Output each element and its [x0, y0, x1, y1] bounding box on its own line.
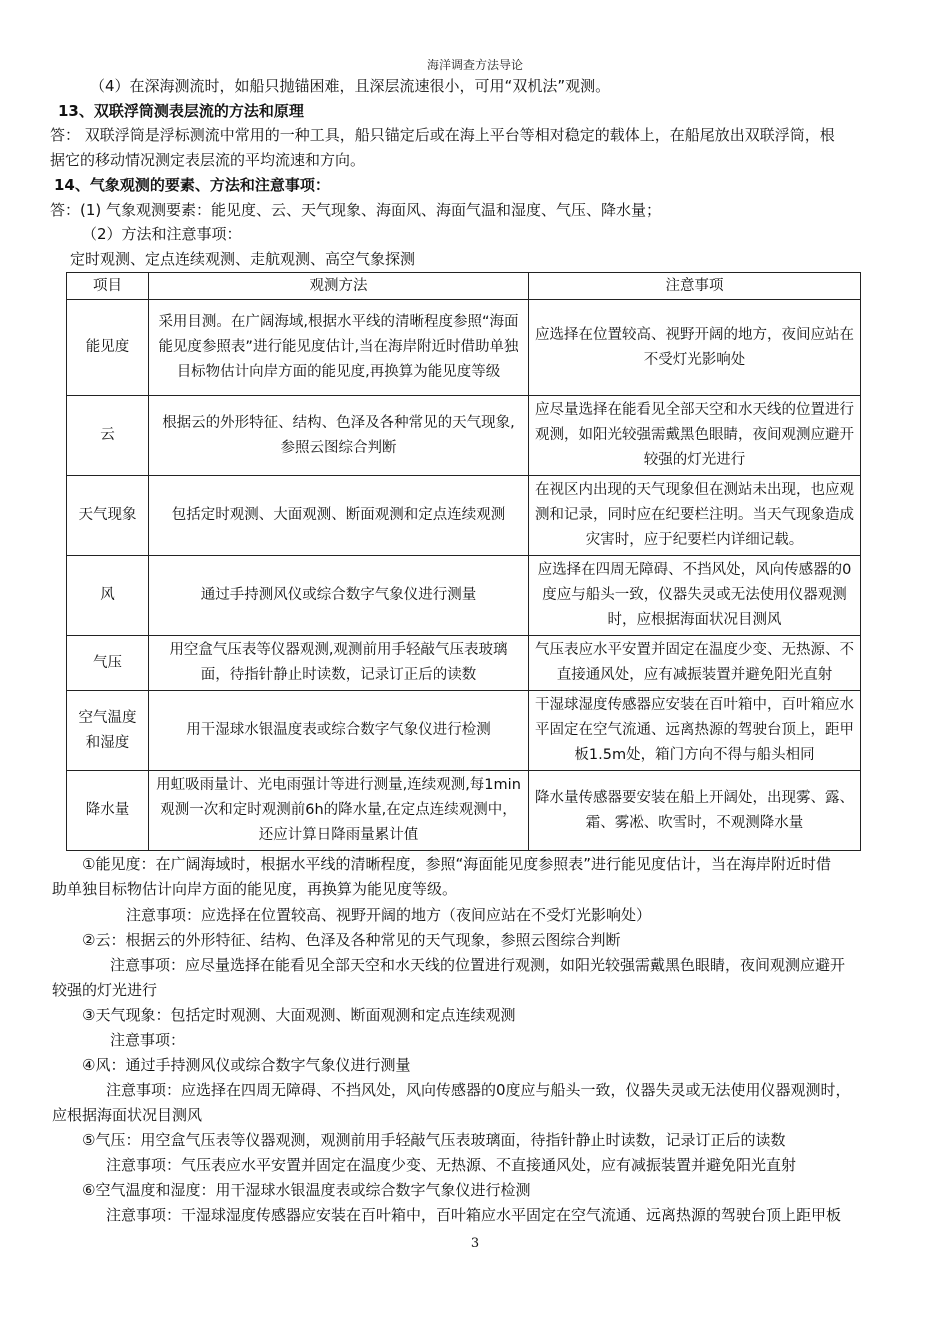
note-visibility-line-1: ①能见度：在广阔海域时，根据水平线的清晰程度，参照“海面能见度参照表”进行能见度估计，当在海岸附近时借: [82, 855, 831, 873]
note-weather-caution: 注意事项：: [110, 1031, 186, 1049]
table-header-row: [67, 273, 861, 300]
row-method: 通过手持测风仪或综合数字气象仪进行测量: [149, 556, 529, 636]
note-cloud-line-1: ②云：根据云的外形特征、结构、色泽及各种常见的天气现象，参照云图综合判断: [82, 931, 621, 949]
table-row: [67, 300, 861, 396]
row-method: 采用目测。在广阔海域,根据水平线的清晰程度参照“海面能见度参照表”进行能见度估计,当在海岸附近时借助单独目标物估计向岸方面的能见度,再换算为能见度等级: [149, 300, 529, 396]
table-header-method: 观测方法: [149, 273, 529, 300]
table-row: [67, 476, 861, 556]
row-item: 云: [67, 396, 149, 476]
question-13-answer-line-2: 据它的移动情况测定表层流的平均流速和方向。: [50, 151, 366, 169]
question-14-answer-methods: 定时观测、定点连续观测、走航观测、高空气象探测: [70, 250, 416, 268]
note-wind-caution-line-2: 应根据海面状况目测风: [52, 1106, 203, 1124]
row-method: 用空盒气压表等仪器观测,观测前用手轻敲气压表玻璃面，待指针静止时读数，记录订正后的读数: [149, 636, 529, 691]
page-number: 3: [470, 1236, 480, 1251]
row-item: 能见度: [67, 300, 149, 396]
table-header-item: 项目: [67, 273, 149, 300]
row-item: 气压: [67, 636, 149, 691]
note-visibility-caution: 注意事项：应选择在位置较高、视野开阔的地方（夜间应站在不受灯光影响处）: [126, 906, 652, 924]
page-header: 海洋调查方法导论: [426, 58, 523, 72]
row-note: 干湿球湿度传感器应安装在百叶箱中，百叶箱应水平固定在空气流通、远离热源的驾驶台顶上，距甲板1.5m处，箱门方向不得与船头相同: [529, 691, 861, 771]
row-note: 降水量传感器要安装在船上开阔处，出现雾、露、霜、雾凇、吹雪时，不观测降水量: [529, 771, 861, 851]
question-14-title: 14、气象观测的要素、方法和注意事项：: [54, 176, 330, 194]
note-pressure-line-1: ⑤气压：用空盒气压表等仪器观测，观测前用手轻敲气压表玻璃面，待指针静止时读数，记录订正后的读数: [82, 1131, 786, 1149]
row-item: 天气现象: [67, 476, 149, 556]
question-14-answer-methods-heading: （2）方法和注意事项：: [82, 225, 242, 243]
row-method: 用干湿球水银温度表或综合数字气象仪进行检测: [149, 691, 529, 771]
observation-table: [66, 272, 861, 851]
table-header-note: 注意事项: [529, 273, 861, 300]
row-item: 风: [67, 556, 149, 636]
row-item: 空气温度和湿度: [67, 691, 149, 771]
row-note: 应选择在位置较高、视野开阔的地方，夜间应站在不受灯光影响处: [529, 300, 861, 396]
row-note: 在视区内出现的天气现象但在测站未出现，也应观测和记录，同时应在纪要栏注明。当天气现象造成灾害时，应于纪要栏内详细记载。: [529, 476, 861, 556]
question-14-answer-elements: 答：(1) 气象观测要素：能见度、云、天气现象、海面风、海面气温和湿度、气压、降水量；: [50, 201, 662, 219]
row-note: 应尽量选择在能看见全部天空和水天线的位置进行观测，如阳光较强需戴黑色眼睛，夜间观测应避开较强的灯光进行: [529, 396, 861, 476]
note-wind-line-1: ④风：通过手持测风仪或综合数字气象仪进行测量: [82, 1056, 411, 1074]
row-note: 应选择在四周无障碍、不挡风处，风向传感器的0度应与船头一致，仪器失灵或无法使用仪器观测时，应根据海面状况目测风: [529, 556, 861, 636]
paragraph-deep-sea-current: （4）在深海测流时，如船只抛锚困难，且深层流速很小，可用“双机法”观测。: [90, 77, 611, 95]
note-pressure-caution: 注意事项：气压表应水平安置并固定在温度少变、无热源、不直接通风处，应有减振装置并避免阳光直射: [106, 1156, 797, 1174]
note-temperature-line-1: ⑥空气温度和湿度：用干湿球水银温度表或综合数字气象仪进行检测: [82, 1181, 531, 1199]
row-method: 用虹吸雨量计、光电雨强计等进行测量,连续观测,每1min观测一次和定时观测前6h的降水量,在定点连续观测中，还应计算日降雨量累计值: [149, 771, 529, 851]
row-item: 降水量: [67, 771, 149, 851]
note-wind-caution-line-1: 注意事项：应选择在四周无障碍、不挡风处，风向传感器的0度应与船头一致，仪器失灵或无法使用仪器观测时，: [106, 1081, 851, 1099]
table-row: [67, 771, 861, 851]
note-weather-line-1: ③天气现象：包括定时观测、大面观测、断面观测和定点连续观测: [82, 1006, 516, 1024]
question-13-title: 13、双联浮筒测表层流的方法和原理: [58, 102, 304, 120]
row-note: 气压表应水平安置并固定在温度少变、无热源、不直接通风处，应有减振装置并避免阳光直射: [529, 636, 861, 691]
note-visibility-line-2: 助单独目标物估计向岸方面的能见度，再换算为能见度等级。: [52, 880, 458, 898]
table-row: [67, 396, 861, 476]
table-row: [67, 691, 861, 771]
question-13-answer-line-1: 答： 双联浮筒是浮标测流中常用的一种工具，船只锚定后或在海上平台等相对稳定的载体上，在船尾放出双联浮筒，根: [50, 126, 835, 144]
table-row: [67, 636, 861, 691]
row-method: 包括定时观测、大面观测、断面观测和定点连续观测: [149, 476, 529, 556]
note-temperature-caution: 注意事项：干湿球湿度传感器应安装在百叶箱中，百叶箱应水平固定在空气流通、远离热源的驾驶台顶上距甲板: [106, 1206, 842, 1224]
row-method: 根据云的外形特征、结构、色泽及各种常见的天气现象,参照云图综合判断: [149, 396, 529, 476]
note-cloud-caution-line-1: 注意事项：应尽量选择在能看见全部天空和水天线的位置进行观测，如阳光较强需戴黑色眼睛，夜间观测应避开: [110, 956, 846, 974]
note-cloud-caution-line-2: 较强的灯光进行: [52, 981, 158, 999]
table-row: [67, 556, 861, 636]
